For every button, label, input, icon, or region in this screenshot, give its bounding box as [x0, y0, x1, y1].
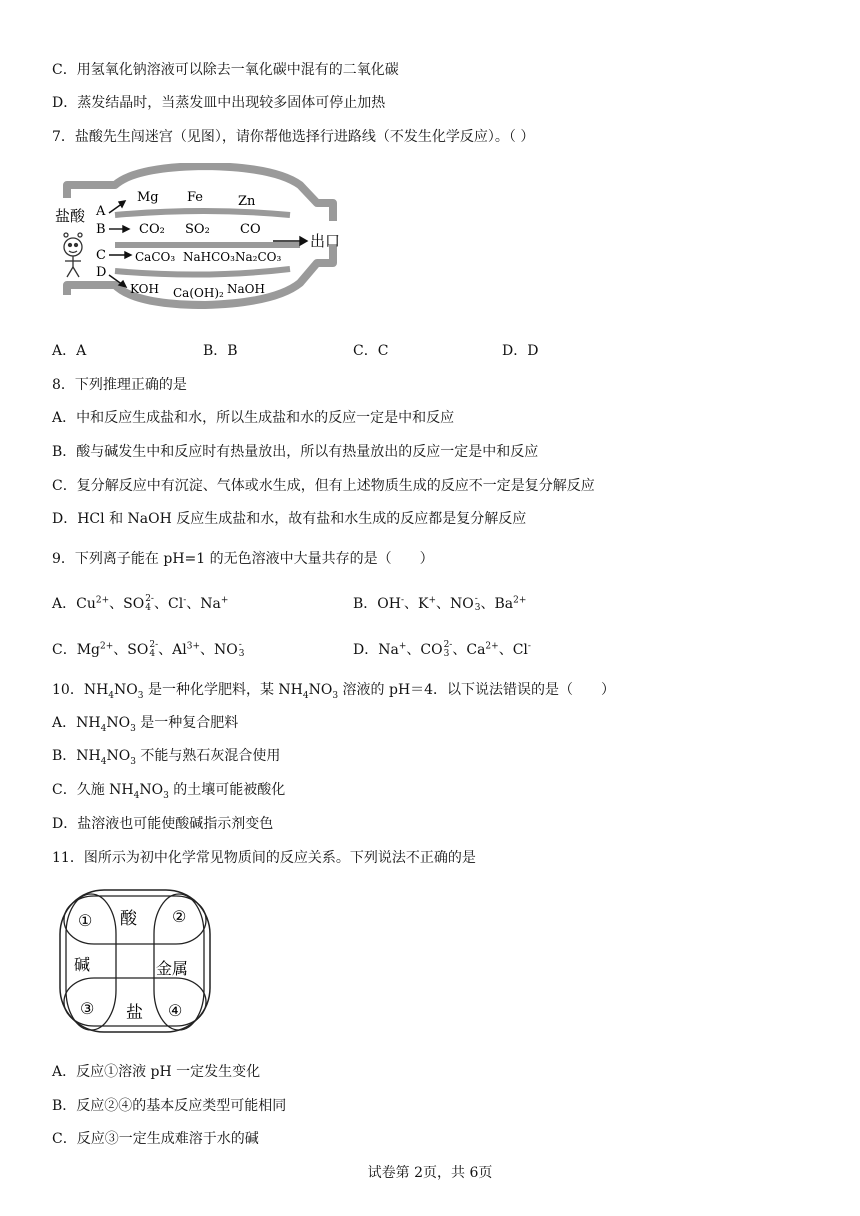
q9-option-b: B．OH-、K+、NO - 3 、$Ba^{2+}$: [353, 594, 527, 613]
q10-option-b: B．$NH_4NO_3$ 不能与熟石灰混合使用: [52, 748, 281, 767]
q7-option-d: D．D: [502, 343, 539, 359]
q7-stem: 7．盐酸先生闯迷宫（见图），请你帮他选择行进路线（不发生化学反应）。（ ）: [52, 129, 535, 145]
q11-option-c: C．反应③一定生成难溶于水的碱: [52, 1131, 259, 1147]
q7-option-b: B．B: [203, 343, 238, 359]
row-b-3: CO: [240, 222, 261, 237]
label-metal: 金属: [156, 959, 189, 978]
circle-number-3: ③: [80, 999, 95, 1018]
q8-option-b: B．酸与碱发生中和反应时有热量放出，所以有热量放出的反应一定是中和反应: [52, 444, 539, 460]
q8-option-c: C．复分解反应中有沉淀、气体或水生成，但有上述物质生成的反应不一定是复分解反应: [52, 478, 595, 494]
row-b-1: CO₂: [139, 222, 165, 237]
label-acid: 酸: [120, 909, 137, 929]
row-a-2: Fe: [187, 190, 204, 205]
route-letter-c: C: [96, 248, 106, 263]
row-a-3: Zn: [238, 194, 256, 209]
exit-label: 出口: [310, 232, 341, 250]
q6-option-c: C．用氢氧化钠溶液可以除去一氧化碳中混有的二氧化碳: [52, 62, 399, 78]
q7-option-c: C．C: [353, 343, 389, 359]
q8-option-a: A．中和反应生成盐和水，所以生成盐和水的反应一定是中和反应: [52, 410, 455, 426]
label-salt: 盐: [126, 1003, 143, 1023]
q11-option-b: B．反应②④的基本反应类型可能相同: [52, 1098, 287, 1114]
row-b-2: SO₂: [185, 222, 210, 237]
q10-option-d: D．盐溶液也可能使酸碱指示剂变色: [52, 816, 274, 832]
q11-option-a: A．反应①溶液 pH 一定发生变化: [52, 1064, 261, 1080]
page-footer: 试卷第 2页，共 6页: [367, 1165, 493, 1181]
q10-option-a: A．$NH_4NO_3$ 是一种复合肥料: [52, 715, 239, 734]
q8-stem: 8．下列推理正确的是: [52, 377, 187, 393]
q8-option-d: D．HCl 和 NaOH 反应生成盐和水，故有盐和水生成的反应都是复分解反应: [52, 511, 527, 527]
q11-relation-diagram: [58, 888, 218, 1038]
row-c-1: CaCO₃: [135, 250, 176, 264]
route-letter-b: B: [96, 222, 106, 237]
q9-option-d: D．Na+、CO 2- 3 、$Ca^{2+}$、Cl-: [353, 640, 531, 659]
circle-number-2: ②: [172, 907, 187, 926]
q11-stem: 11．图所示为初中化学常见物质间的反应关系。下列说法不正确的是: [52, 850, 476, 866]
q10-stem: 10．$NH_4NO_3$ 是一种化学肥料，某 $NH_4NO_3$ 溶液的 pH＝4．以下说法错误的是（ ）: [52, 682, 616, 701]
row-c-3: Na₂CO₃: [235, 250, 282, 264]
q10-option-c: C．久施 $NH_4NO_3$ 的土壤可能被酸化: [52, 782, 286, 801]
route-letter-d: D: [96, 265, 107, 280]
label-base: 碱: [74, 955, 91, 974]
circle-number-4: ④: [168, 1001, 183, 1020]
row-d-1: KOH: [130, 282, 159, 296]
acid-mascot-icon: [64, 233, 82, 277]
row-c-2: NaHCO₃: [183, 250, 235, 264]
q6-option-d: D．蒸发结晶时，当蒸发皿中出现较多固体可停止加热: [52, 95, 386, 111]
q7-maze-figure: [55, 163, 355, 318]
q9-stem: 9．下列离子能在 pH=1 的无色溶液中大量共存的是（ ）: [52, 551, 434, 567]
acid-label: 盐酸: [55, 207, 86, 225]
q9-option-c: C．$Mg^{2+}$、SO 2- 4 、$Al^{3+}$、NO - 3: [52, 640, 245, 659]
row-d-2: Ca(OH)₂: [173, 286, 224, 300]
row-a-1: Mg: [137, 190, 159, 205]
route-letter-a: A: [96, 204, 106, 219]
q7-option-a: A．A: [52, 343, 87, 359]
q9-option-a: A．$Cu^{2+}$、SO 2- 4 、Cl-、Na+: [52, 594, 229, 613]
row-d-3: NaOH: [227, 282, 265, 296]
circle-number-1: ①: [78, 911, 93, 930]
